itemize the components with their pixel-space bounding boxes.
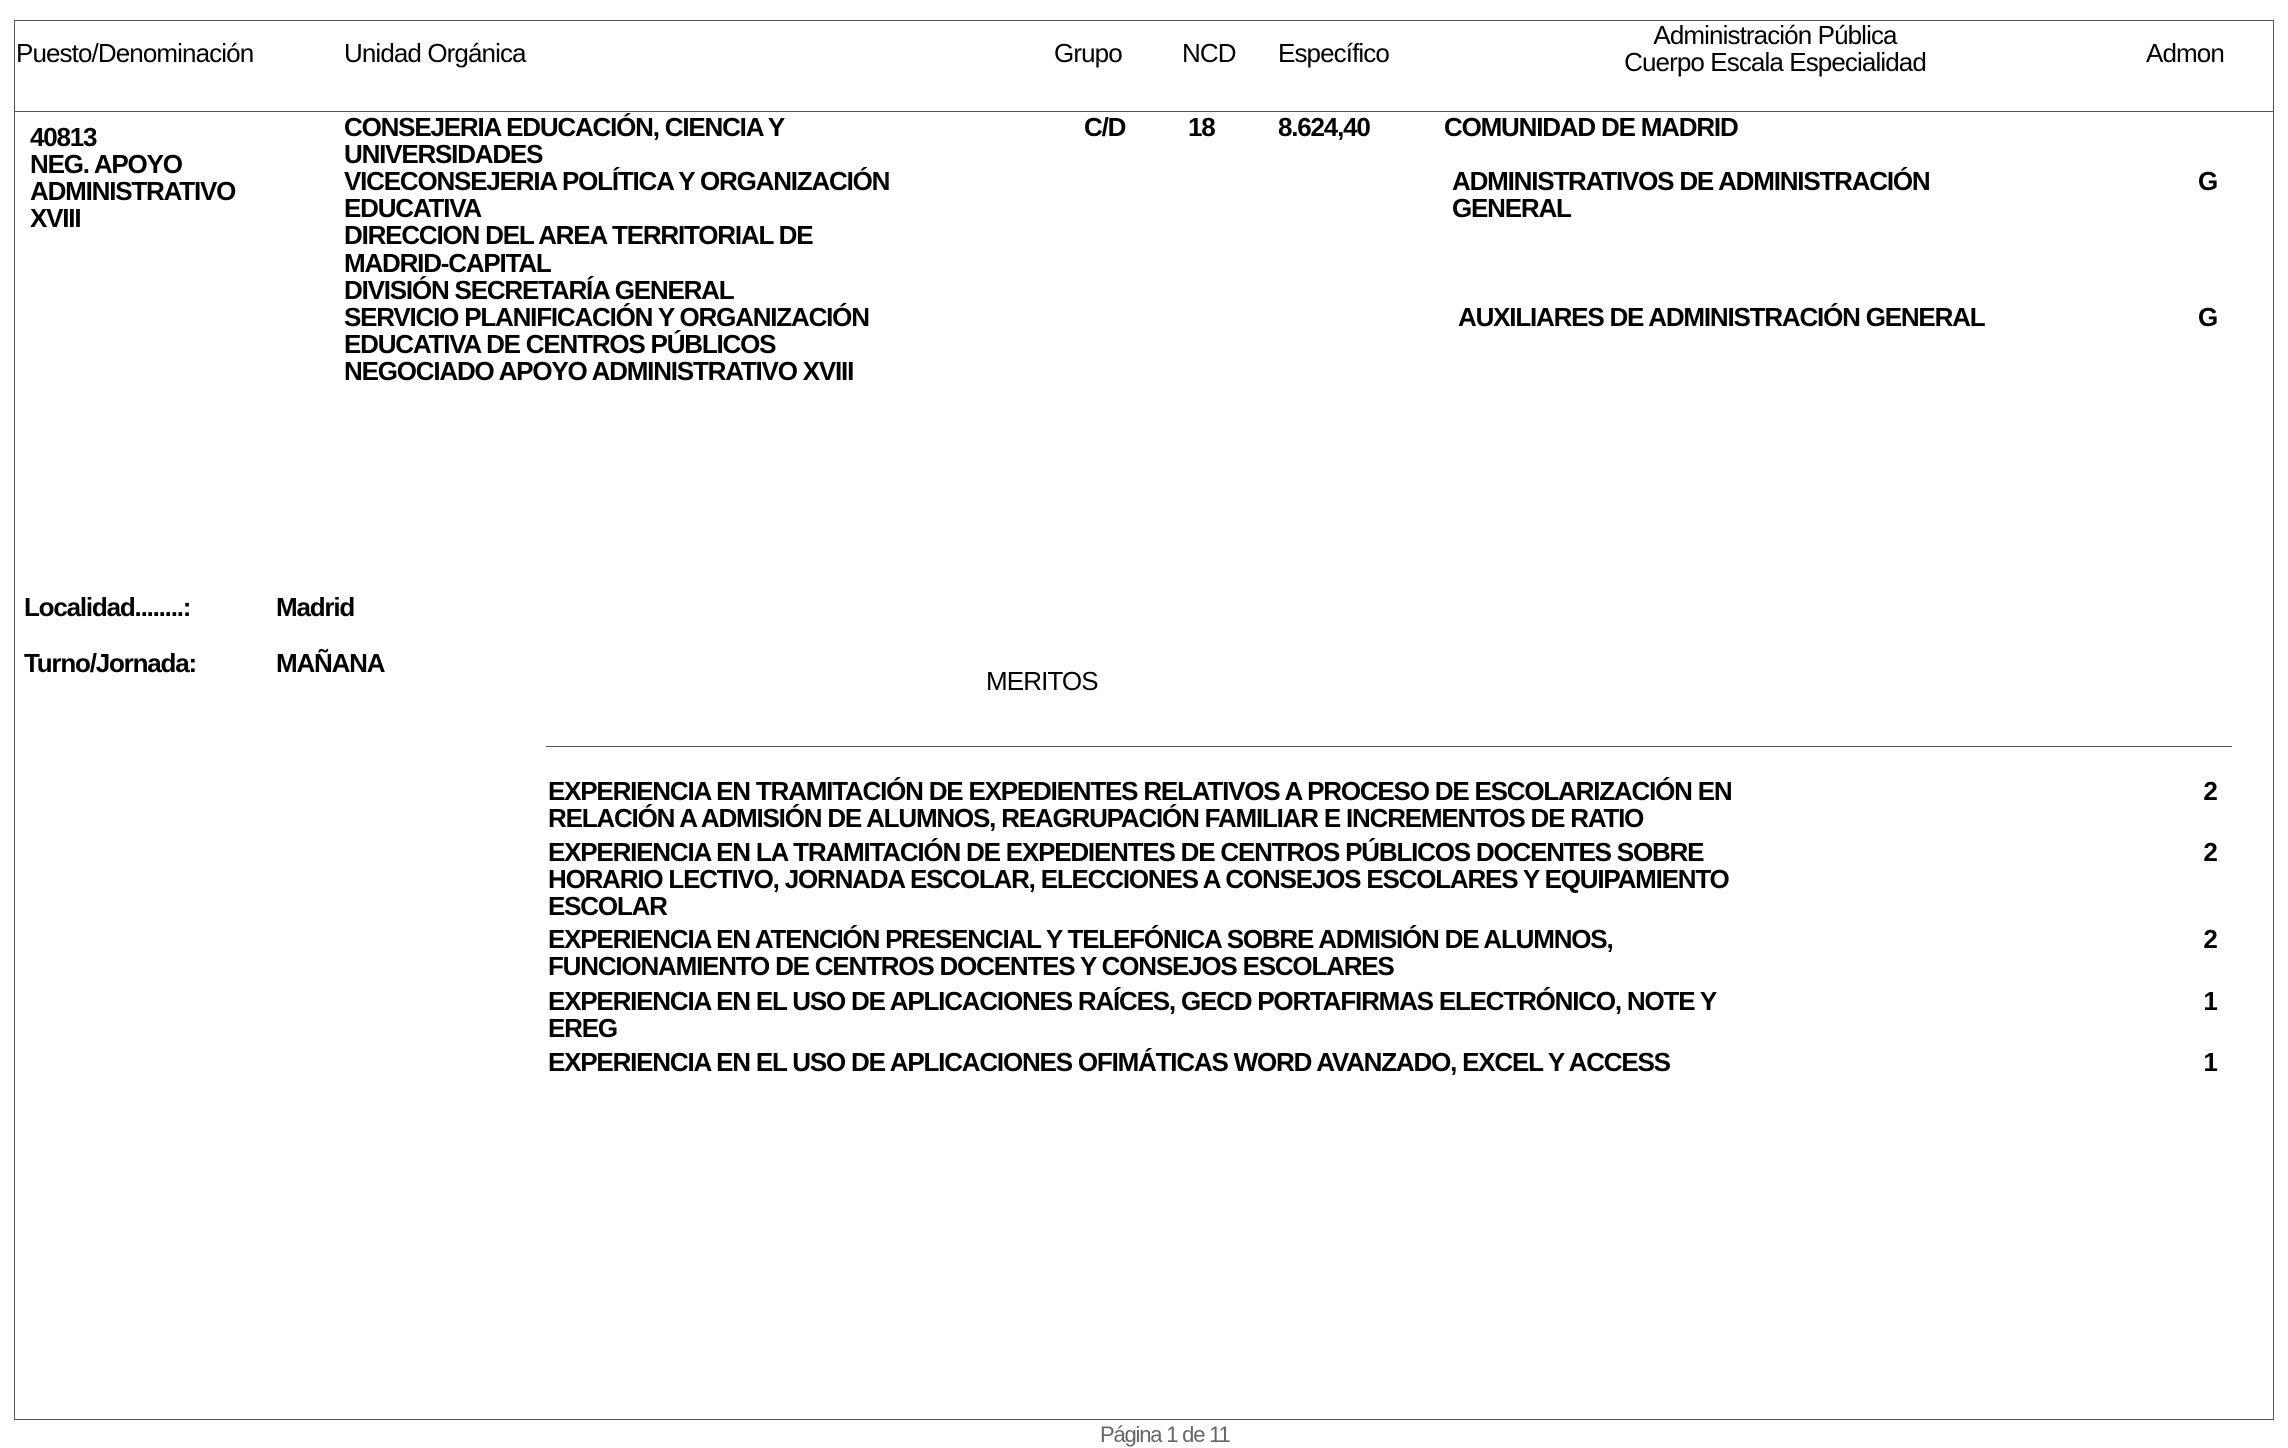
- cuerpo-line: GENERAL: [1452, 193, 1571, 223]
- merito-line: ESCOLAR: [548, 891, 667, 922]
- merito-line: RELACIÓN A ADMISIÓN DE ALUMNOS, REAGRUPACIÓN FAMILIAR E INCREMENTOS DE RATIO: [548, 803, 1644, 834]
- unidad-line: VICECONSEJERIA POLÍTICA Y ORGANIZACIÓN: [344, 166, 890, 196]
- merito-line: EXPERIENCIA EN LA TRAMITACIÓN DE EXPEDIENTES DE CENTROS PÚBLICOS DOCENTES SOBRE: [548, 837, 1704, 867]
- merito-line: EXPERIENCIA EN ATENCIÓN PRESENCIAL Y TELEFÓNICA SOBRE ADMISIÓN DE ALUMNOS,: [548, 924, 1613, 954]
- unidad-line: SERVICIO PLANIFICACIÓN Y ORGANIZACIÓN: [344, 302, 869, 332]
- header-admon: Admon: [2146, 38, 2224, 68]
- page-number: Página 1 de 11: [1100, 1422, 1230, 1447]
- meritos-title: MERITOS: [986, 666, 1098, 696]
- ncd-value: 18: [1188, 112, 1215, 142]
- localidad-label: Localidad........:: [24, 592, 191, 622]
- merito-points: 2: [2203, 837, 2217, 867]
- unidad-line: UNIVERSIDADES: [344, 139, 543, 169]
- merito-line: FUNCIONAMIENTO DE CENTROS DOCENTES Y CONSEJOS ESCOLARES: [548, 951, 1394, 982]
- unidad-line: EDUCATIVA: [344, 193, 482, 223]
- header-unidad: Unidad Orgánica: [344, 38, 526, 68]
- header-ncd: NCD: [1182, 38, 1236, 68]
- header-puesto: Puesto/Denominación: [16, 38, 254, 68]
- meritos-divider: [546, 746, 2232, 747]
- unidad-line: DIRECCION DEL AREA TERRITORIAL DE: [344, 220, 813, 250]
- header-grupo: Grupo: [1054, 38, 1122, 68]
- merito-item: [548, 778, 1731, 832]
- merito-line: EXPERIENCIA EN TRAMITACIÓN DE EXPEDIENTES RELATIVOS A PROCESO DE ESCOLARIZACIÓN EN: [548, 776, 1732, 806]
- merito-line: EXPERIENCIA EN EL USO DE APLICACIONES OFIMÁTICAS WORD AVANZADO, EXCEL Y ACCESS: [548, 1047, 1670, 1077]
- unidad-line: MADRID-CAPITAL: [344, 248, 551, 278]
- header-admin-line1: Administración Pública: [1653, 20, 1897, 50]
- merito-line: EXPERIENCIA EN EL USO DE APLICACIONES RAÍCES, GECD PORTAFIRMAS ELECTRÓNICO, NOTE Y: [548, 986, 1717, 1016]
- puesto-name-line: NEG. APOYO: [30, 149, 182, 179]
- unidad-line: NEGOCIADO APOYO ADMINISTRATIVO XVIII: [344, 356, 854, 386]
- merito-item: [548, 1049, 1670, 1076]
- puesto-code: 40813: [30, 122, 97, 152]
- especifico-value: 8.624,40: [1278, 112, 1370, 142]
- grupo-value: C/D: [1084, 112, 1126, 142]
- merito-item: [548, 839, 1729, 921]
- unidad-line: CONSEJERIA EDUCACIÓN, CIENCIA Y: [344, 112, 785, 142]
- cuerpo-line: AUXILIARES DE ADMINISTRACIÓN GENERAL: [1458, 302, 1985, 332]
- merito-item: [548, 926, 1612, 980]
- merito-points: 2: [2203, 924, 2217, 954]
- puesto-name-line: XVIII: [30, 203, 81, 233]
- unidad-line: DIVISIÓN SECRETARÍA GENERAL: [344, 275, 734, 305]
- merito-line: HORARIO LECTIVO, JORNADA ESCOLAR, ELECCIONES A CONSEJOS ESCOLARES Y EQUIPAMIENTO: [548, 864, 1729, 895]
- admon-value: G: [2198, 166, 2218, 196]
- puesto-name-line: ADMINISTRATIVO: [30, 176, 236, 206]
- admon-value: G: [2198, 302, 2218, 332]
- localidad-value: Madrid: [276, 592, 355, 622]
- unidad-line: EDUCATIVA DE CENTROS PÚBLICOS: [344, 329, 776, 359]
- turno-label: Turno/Jornada:: [24, 648, 196, 678]
- admin-publica-value: COMUNIDAD DE MADRID: [1444, 112, 1738, 142]
- header-admin-line2: Cuerpo Escala Especialidad: [1624, 47, 1926, 77]
- header-especifico: Específico: [1278, 38, 1389, 68]
- merito-points: 1: [2203, 1047, 2217, 1077]
- merito-points: 2: [2203, 776, 2217, 806]
- merito-points: 1: [2203, 986, 2217, 1016]
- merito-line: EREG: [548, 1013, 617, 1044]
- turno-value: MAÑANA: [276, 648, 385, 678]
- merito-item: [548, 988, 1716, 1042]
- cuerpo-line: ADMINISTRATIVOS DE ADMINISTRACIÓN: [1452, 166, 1930, 196]
